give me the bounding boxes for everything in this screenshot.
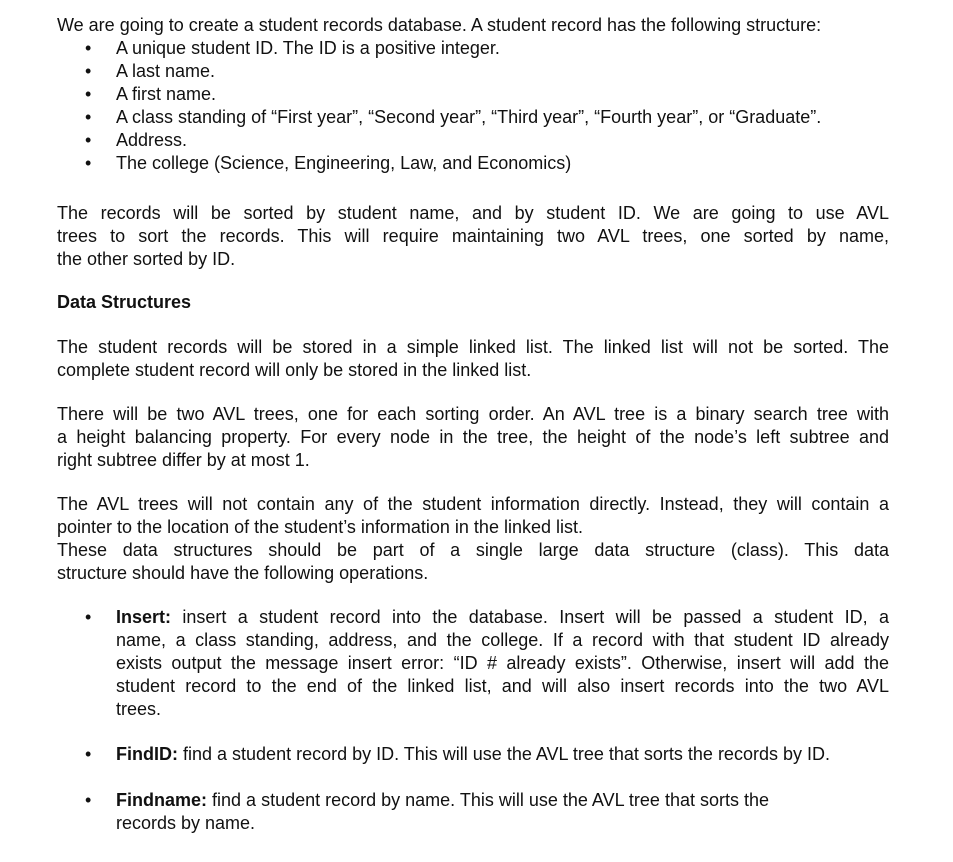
- paragraph-line: These data structures should be part of a single large data structure (class). This data: [57, 540, 889, 560]
- paragraph-line: the other sorted by ID.: [57, 249, 236, 269]
- operations-list: [57, 743, 889, 766]
- list-item: • A unique student ID. The ID is a positive integer.: [57, 37, 821, 60]
- linked-list-paragraph: [57, 336, 889, 382]
- paragraph-line: The records will be sorted by student name, and by student ID. We are going to use AVL: [57, 203, 889, 223]
- section-heading: Data Structures: [57, 292, 192, 312]
- avl-paragraph: [57, 403, 889, 472]
- list-item: • A last name.: [57, 60, 821, 83]
- operation-findname: [57, 789, 889, 835]
- paragraph-line: The student records will be stored in a simple linked list. The linked list will not be sorted. The: [57, 337, 889, 357]
- operation-insert: [57, 606, 889, 721]
- list-item: • A class standing of “First year”, “Second year”, “Third year”, “Fourth year”, or “Graduate”.: [57, 106, 821, 129]
- class-paragraph: [57, 539, 889, 585]
- operations-list: [57, 789, 889, 835]
- record-structure-list: [57, 37, 821, 175]
- operation-text: exists output the message insert error: “ID # already exists”. Otherwise, insert will add the: [116, 653, 889, 673]
- list-item: • Address.: [57, 129, 821, 152]
- operations-list: [57, 606, 889, 721]
- operation-text: student record to the end of the linked list, and will also insert records into the two AVL: [116, 676, 889, 696]
- operation-text: trees.: [116, 699, 162, 719]
- sorting-paragraph: [57, 202, 889, 271]
- operation-text: find a student record by ID. This will use the AVL tree that sorts the records by ID.: [183, 744, 830, 764]
- paragraph-line: structure should have the following operations.: [57, 563, 429, 583]
- operation-text: find a student record by name. This will use the AVL tree that sorts the: [212, 790, 769, 810]
- operation-name: FindID:: [116, 744, 178, 764]
- operation-text: insert a student record into the database. Insert will be passed a student ID, a: [182, 607, 889, 627]
- intro-text: We are going to create a student records database. A student record has the following structure:: [57, 15, 822, 35]
- paragraph-line: trees to sort the records. This will require maintaining two AVL trees, one sorted by name,: [57, 226, 889, 246]
- list-item: • The college (Science, Engineering, Law, and Economics): [57, 152, 821, 175]
- operation-findid: [57, 743, 889, 766]
- paragraph-line: a height balancing property. For every node in the tree, the height of the node’s left subtree and: [57, 427, 889, 447]
- paragraph-line: right subtree differ by at most 1.: [57, 450, 310, 470]
- operation-text: records by name.: [116, 813, 256, 833]
- paragraph-line: pointer to the location of the student’s information in the linked list.: [57, 517, 583, 537]
- operation-name: Insert:: [116, 607, 172, 627]
- operation-text: name, a class standing, address, and the college. If a record with that student ID already: [116, 630, 889, 650]
- list-item: • A first name.: [57, 83, 821, 106]
- paragraph-line: The AVL trees will not contain any of the student information directly. Instead, they will contain a: [57, 494, 889, 514]
- pointer-paragraph: [57, 493, 889, 539]
- operation-name: Findname:: [116, 790, 208, 810]
- paragraph-line: complete student record will only be stored in the linked list.: [57, 360, 532, 380]
- paragraph-line: There will be two AVL trees, one for each sorting order. An AVL tree is a binary search tree with: [57, 404, 889, 424]
